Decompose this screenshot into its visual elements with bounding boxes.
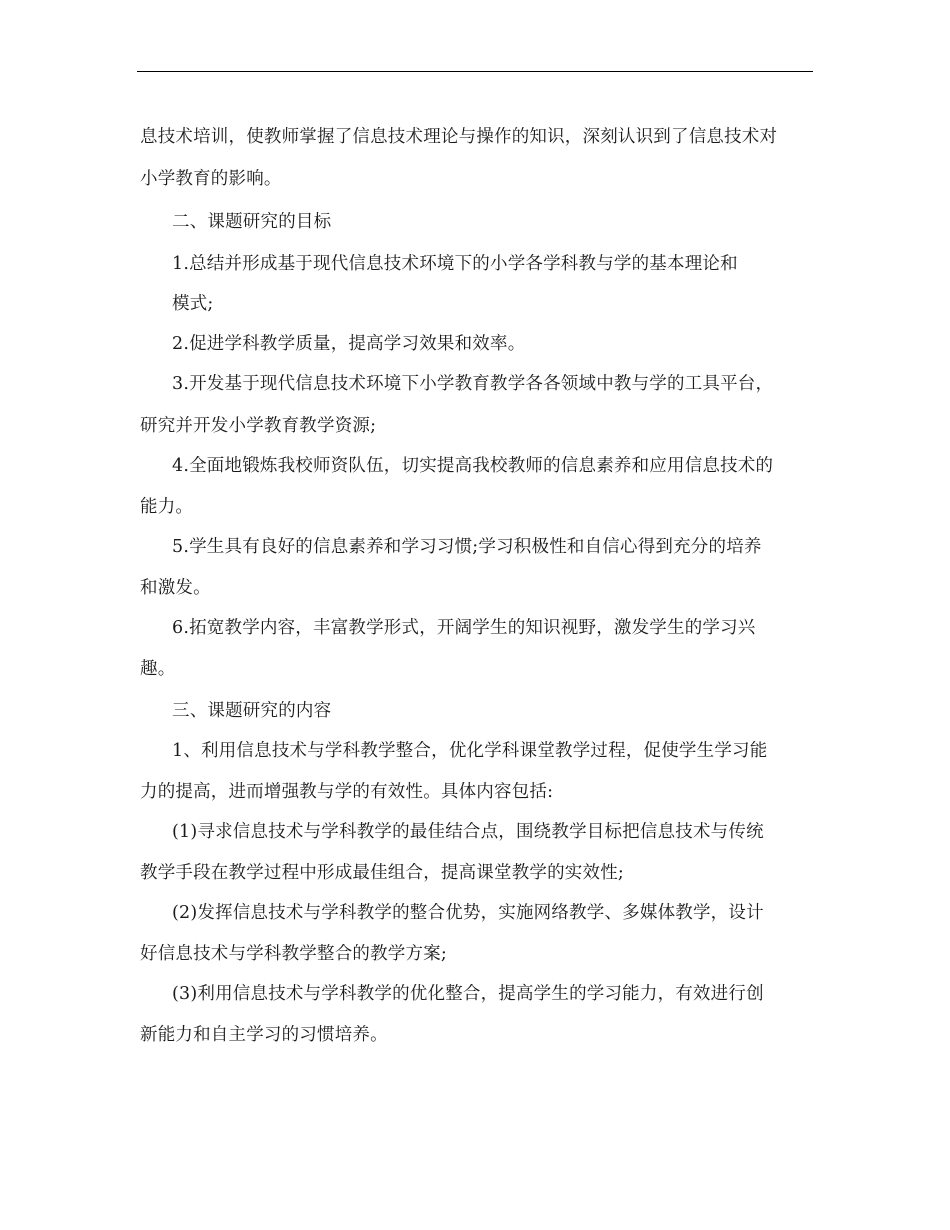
text-line: 3.开发基于现代信息技术环境下小学教育教学各各领域中教与学的工具平台，: [172, 374, 774, 394]
text-line: (2)发挥信息技术与学科教学的整合优势，实施网络教学、多媒体教学，设计: [172, 903, 764, 923]
text-line: (1)寻求信息技术与学科教学的最佳结合点，围绕教学目标把信息技术与传统: [172, 822, 764, 842]
text-line: 5.学生具有良好的信息素养和学习习惯;学习积极性和自信心得到充分的培养: [172, 537, 762, 557]
text-line: 6.拓宽教学内容，丰富教学形式，开阔学生的知识视野，激发学生的学习兴: [172, 618, 756, 638]
text-line: 能力。: [140, 497, 194, 517]
text-line: 模式;: [172, 294, 214, 314]
text-line: 4.全面地锻炼我校师资队伍，切实提高我校教师的信息素养和应用信息技术的: [172, 456, 774, 476]
text-line: 2.促进学科教学质量，提高学习效果和效率。: [172, 334, 526, 354]
text-line: 力的提高，进而增强教与学的有效性。具体内容包括:: [140, 782, 554, 802]
section-heading: 三、课题研究的内容: [172, 701, 332, 721]
section-heading: 二、课题研究的目标: [172, 212, 332, 232]
text-line: 研究并开发小学教育教学资源;: [140, 416, 377, 436]
text-line: 好信息技术与学科教学整合的教学方案;: [140, 944, 447, 964]
text-line: 小学教育的影响。: [140, 169, 282, 189]
text-line: 1.总结并形成基于现代信息技术环境下的小学各学科教与学的基本理论和: [172, 254, 738, 274]
text-line: 新能力和自主学习的习惯培养。: [140, 1025, 388, 1045]
text-line: 1、利用信息技术与学科教学整合，优化学科课堂教学过程，促使学生学习能: [172, 741, 768, 761]
text-line: 和激发。: [140, 578, 211, 598]
text-line: 息技术培训，使教师掌握了信息技术理论与操作的知识，深刻认识到了信息技术对: [140, 127, 778, 147]
header-rule: [137, 71, 813, 72]
text-line: 教学手段在教学过程中形成最佳组合，提高课堂教学的实效性;: [140, 863, 624, 883]
text-line: 趣。: [140, 659, 176, 679]
text-line: (3)利用信息技术与学科教学的优化整合，提高学生的学习能力，有效进行创: [172, 984, 764, 1004]
